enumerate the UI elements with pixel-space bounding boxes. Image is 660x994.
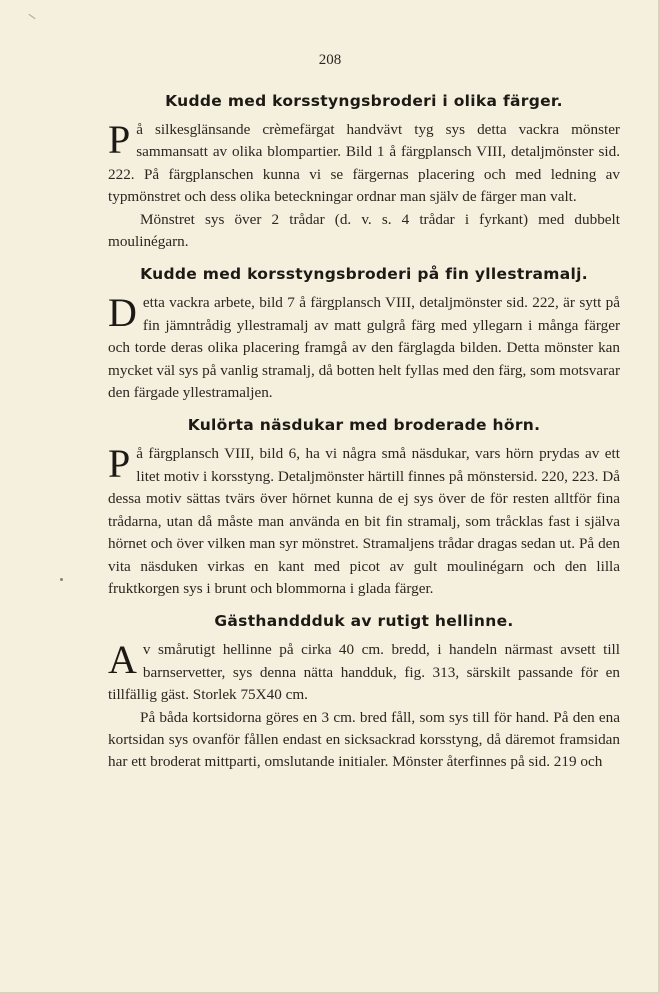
section-nasdukar [108, 416, 620, 600]
paragraph: På båda kortsidorna göres en 3 cm. bred fåll, som sys till för hand. På den ena kortsidan sys ovanför fållen endast en sicksackrad korsstyng, då däremot framsidan har ett broderat mittparti, omslutande initialer. Mönster återfinnes på sid. 219 och [108, 708, 620, 771]
section-kudde-yllestramalj [108, 265, 620, 404]
paragraph: Mönstret sys över 2 trådar (d. v. s. 4 trådar i fyrkant) med dubbelt moulinégarn. [108, 210, 620, 251]
paragraph-text: å färgplansch VIII, bild 6, ha vi några små näsdukar, vars hörn prydas av ett litet motiv i korsstyng. Detaljmönster härtill finnes på mönstersid. 220, 223. Då dessa motiv sättas tvärs över hörnet kunna de ej sys över de för resten alltför fina trådarna, utan då måste man använda en bit fin stramalj, som tråcklas fast i själva hörnet och över vilken man syr mönstret. Stramaljens trådar dragas sedan ut. På den vita näsduken virkas en kant med picot av gult moulinégarn och den lilla fruktkorgen sys i brunt och blommorna i glada färger. [108, 445, 620, 597]
drop-cap: D [108, 290, 137, 336]
paragraph-text: å silkesglänsande crèmefärgat handvävt tyg sys detta vackra mönster sammansatt av olika blompartier. Bild 1 å färgplansch VIII, detaljmönster sid. 222. På färgplanschen kunna vi se färgernas placering och med ledning av typmönstret och dess olika beteckningar ordnar man själv de färger man valt. [108, 121, 620, 206]
margin-dot [60, 578, 63, 581]
paragraph [108, 119, 620, 209]
corner-mark [28, 14, 35, 19]
section-heading: Kudde med korsstyngsbroderi i olika färger. [165, 92, 563, 110]
section-kudde-olika-farger [108, 92, 620, 253]
page-number: 208 [318, 52, 342, 68]
section-heading: Gästhanddduk av rutigt hellinne. [214, 612, 514, 631]
drop-cap: P [108, 441, 131, 487]
paragraph [108, 292, 620, 404]
paragraph-text: v smårutigt hellinne på cirka 40 cm. bredd, i handeln närmast avsett till barnservetter, sys denna nätta handduk, fig. 313, särskilt passande för en tillfällig gäst. Storlek 75X40 cm. [108, 641, 620, 704]
drop-cap: P [108, 117, 131, 162]
section-heading: Kulörta näsdukar med broderade hörn. [187, 416, 541, 435]
paragraph [108, 443, 620, 600]
drop-cap: A [108, 637, 137, 683]
page-content [108, 92, 620, 786]
section-heading: Kudde med korsstyngsbroderi på fin yllestramalj. [140, 265, 588, 284]
paragraph-text: etta vackra arbete, bild 7 å färgplansch VIII, detaljmönster sid. 222, är sytt på fin jämntrådig yllestramalj av matt gulgrå färg med yllegarn i många färger och torde deras olika placering framgå av den färglagda bilden. Detta mönster kan mycket väl sys på vanlig stramalj, då botten helt fyllas med den färg, som motsvarar den färgade yllestramaljen. [108, 294, 620, 402]
paragraph [108, 639, 620, 706]
section-gasthandduk [108, 612, 620, 773]
